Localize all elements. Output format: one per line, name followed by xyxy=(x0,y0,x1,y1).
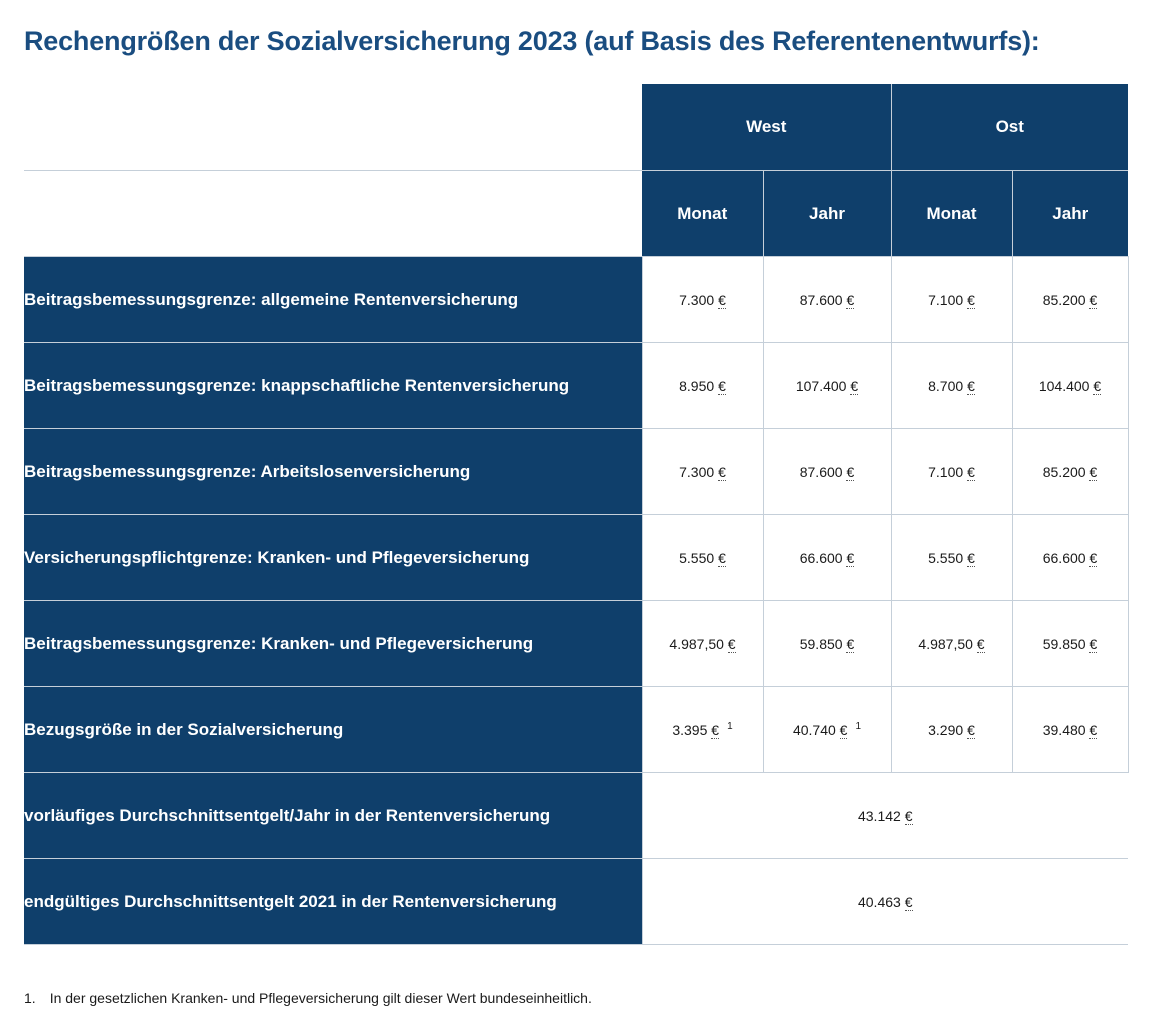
table-body xyxy=(24,257,1128,945)
table-row xyxy=(24,343,1128,429)
value-west-monat xyxy=(642,515,763,601)
value-amount: 87.600 xyxy=(799,291,843,308)
euro-abbr: € xyxy=(1089,635,1098,652)
value-amount: 7.300 xyxy=(679,291,715,308)
value-ost-monat xyxy=(891,429,1012,515)
row-label: vorläufiges Durchschnittsentgelt/Jahr in der Rentenversicherung xyxy=(24,773,642,859)
value-ost-jahr xyxy=(1012,429,1128,515)
value-amount: 7.300 xyxy=(679,463,715,480)
row-label: Beitragsbemessungsgrenze: Arbeitslosenversicherung xyxy=(24,429,642,515)
value-amount: 39.480 xyxy=(1042,721,1086,738)
table-row xyxy=(24,429,1128,515)
header-west-monat: Monat xyxy=(642,171,763,257)
value-amount: 40.463 xyxy=(857,893,901,910)
euro-abbr: € xyxy=(850,377,859,394)
value-amount: 8.700 xyxy=(928,377,964,394)
row-label: Versicherungspflichtgrenze: Kranken- und Pflegeversicherung xyxy=(24,515,642,601)
euro-abbr: € xyxy=(711,722,720,738)
value-west-monat xyxy=(642,601,763,687)
value-amount: 5.550 xyxy=(928,549,964,566)
header-ost: Ost xyxy=(891,84,1128,171)
social-insurance-table xyxy=(24,84,1129,945)
euro-abbr: € xyxy=(846,635,855,652)
row-label: Beitragsbemessungsgrenze: knappschaftliche Rentenversicherung xyxy=(24,343,642,429)
euro-abbr: € xyxy=(718,549,726,566)
table-row xyxy=(24,687,1128,773)
value-amount: 3.290 xyxy=(928,721,964,738)
value-ost-jahr xyxy=(1012,257,1128,343)
value-ost-monat xyxy=(891,601,1012,687)
header-blank-cell xyxy=(24,84,642,171)
euro-abbr: € xyxy=(718,463,726,480)
value-ost-monat xyxy=(891,343,1012,429)
table-row xyxy=(24,859,1128,945)
table-row xyxy=(24,257,1128,343)
value-amount: 40.740 xyxy=(792,722,836,738)
value-amount: 7.100 xyxy=(928,463,964,480)
value-amount: 59.850 xyxy=(799,635,843,652)
euro-abbr: € xyxy=(1089,463,1098,480)
euro-abbr: € xyxy=(839,722,848,738)
value-amount: 85.200 xyxy=(1042,463,1086,480)
row-label: Beitragsbemessungsgrenze: allgemeine Rentenversicherung xyxy=(24,257,642,343)
value-amount: 59.850 xyxy=(1042,635,1086,652)
euro-abbr: € xyxy=(1089,291,1098,308)
page-title: Rechengrößen der Sozialversicherung 2023 (auf Basis des Referentenentwurfs): xyxy=(24,26,1040,56)
value-west-jahr xyxy=(763,343,891,429)
euro-abbr: € xyxy=(846,463,855,480)
value-west-jahr xyxy=(763,687,891,773)
merged-value-cell xyxy=(642,773,1128,859)
table-row xyxy=(24,601,1128,687)
euro-abbr: € xyxy=(718,291,726,308)
value-amount: 66.600 xyxy=(799,549,843,566)
header-ost-monat: Monat xyxy=(891,171,1012,257)
footnote-number: 1. xyxy=(24,990,36,1006)
value-ost-monat xyxy=(891,515,1012,601)
footnote xyxy=(24,990,592,1006)
value-west-jahr xyxy=(763,601,891,687)
euro-abbr: € xyxy=(904,807,913,824)
header-west: West xyxy=(642,84,891,171)
table-row xyxy=(24,773,1128,859)
header-ost-jahr: Jahr xyxy=(1012,171,1128,257)
footnote-text: In der gesetzlichen Kranken- und Pflegeversicherung gilt dieser Wert bundeseinheitlich. xyxy=(49,990,592,1006)
value-amount: 3.395 xyxy=(672,722,708,738)
euro-abbr: € xyxy=(904,893,913,910)
value-amount: 7.100 xyxy=(928,291,964,308)
value-amount: 8.950 xyxy=(679,377,715,394)
euro-abbr: € xyxy=(967,549,975,566)
value-west-monat xyxy=(642,687,763,773)
euro-abbr: € xyxy=(727,635,736,652)
value-amount: 107.400 xyxy=(795,377,847,394)
euro-abbr: € xyxy=(1093,377,1102,394)
value-west-jahr xyxy=(763,515,891,601)
euro-abbr: € xyxy=(1089,721,1098,738)
value-amount: 87.600 xyxy=(799,463,843,480)
value-amount: 4.987,50 xyxy=(669,635,724,652)
euro-abbr: € xyxy=(846,291,855,308)
subheader-blank-cell xyxy=(24,171,642,257)
value-amount: 43.142 xyxy=(857,807,901,824)
value-west-jahr xyxy=(763,429,891,515)
header-west-jahr: Jahr xyxy=(763,171,891,257)
euro-abbr: € xyxy=(967,377,975,394)
value-amount: 66.600 xyxy=(1042,549,1086,566)
table-row xyxy=(24,515,1128,601)
value-ost-jahr xyxy=(1012,515,1128,601)
value-amount: 104.400 xyxy=(1038,377,1090,394)
row-label: endgültiges Durchschnittsentgelt 2021 in der Rentenversicherung xyxy=(24,859,642,945)
value-amount: 4.987,50 xyxy=(918,635,973,652)
euro-abbr: € xyxy=(976,635,985,652)
row-label: Beitragsbemessungsgrenze: Kranken- und Pflegeversicherung xyxy=(24,601,642,687)
euro-abbr: € xyxy=(967,291,975,308)
value-ost-monat xyxy=(891,687,1012,773)
merged-value-cell xyxy=(642,859,1128,945)
euro-abbr: € xyxy=(1089,549,1098,566)
value-ost-jahr xyxy=(1012,687,1128,773)
value-amount: 5.550 xyxy=(679,549,715,566)
value-amount: 85.200 xyxy=(1042,291,1086,308)
row-label: Bezugsgröße in der Sozialversicherung xyxy=(24,687,642,773)
euro-abbr: € xyxy=(967,721,975,738)
euro-abbr: € xyxy=(846,549,855,566)
euro-abbr: € xyxy=(967,463,975,480)
euro-abbr: € xyxy=(718,377,726,394)
value-west-monat xyxy=(642,429,763,515)
value-west-monat xyxy=(642,343,763,429)
value-ost-jahr xyxy=(1012,601,1128,687)
value-west-jahr xyxy=(763,257,891,343)
value-ost-jahr xyxy=(1012,343,1128,429)
value-ost-monat xyxy=(891,257,1012,343)
footnote-marker[interactable]: 1 xyxy=(727,721,733,732)
footnote-marker[interactable]: 1 xyxy=(855,721,862,732)
value-west-monat xyxy=(642,257,763,343)
